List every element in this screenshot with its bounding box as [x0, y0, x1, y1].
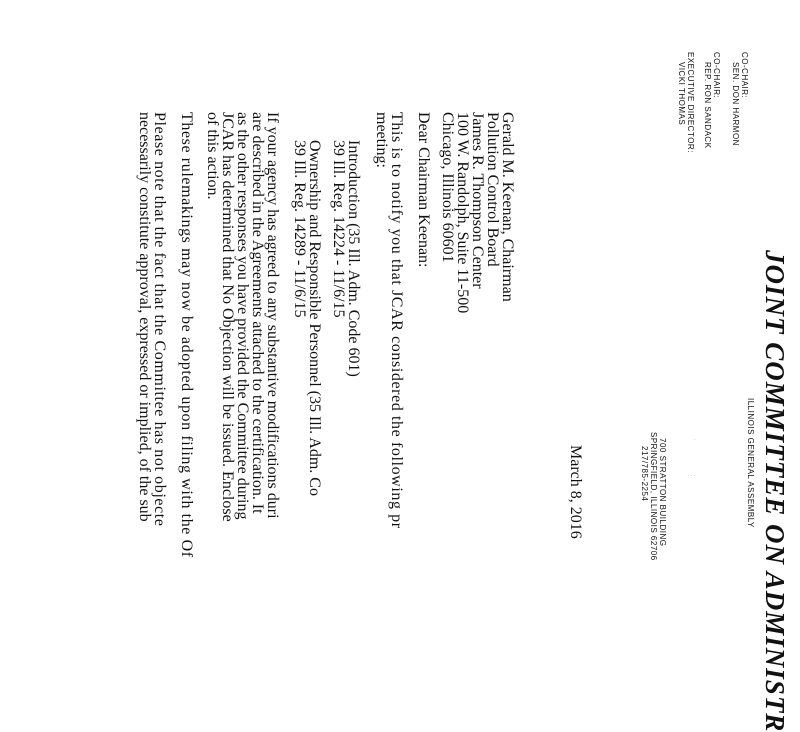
recipient-org: Pollution Control Board [484, 112, 501, 267]
address-line-1: 700 STRATTON BUILDING [658, 438, 667, 547]
paragraph-1-line: are described in the Agreements attached to the certification. It [249, 112, 266, 514]
committee-title: JOINT COMMITTEE ON ADMINISTR [760, 250, 790, 732]
paragraph-3-line: Please note that the fact that the Committee has not objecte [151, 112, 168, 527]
director-label: EXECUTIVE DIRECTOR: [686, 52, 695, 153]
assembly-name: ILLINOIS GENERAL ASSEMBLY [746, 398, 755, 528]
cochair2-label: CO-CHAIR: [712, 52, 721, 99]
recipient-name: Gerald M. Keenan, Chairman [499, 112, 516, 302]
cochair-label: CO-CHAIR: [740, 52, 749, 99]
rulemaking-title: Introduction (35 Ill. Adm. Code 601) [345, 140, 362, 377]
scan-artifact: . [694, 436, 696, 442]
paragraph-1-line: JCAR has determined that No Objection will be issued. Enclose [219, 112, 236, 522]
scan-artifact: . . . [688, 472, 696, 478]
cochair2-name: REP. RON SANDACK [703, 62, 712, 149]
paragraph-1-line: as the other responses you have provided the Committee during [234, 112, 251, 520]
recipient-street: 100 W. Randolph, Suite 11-500 [454, 112, 471, 314]
salutation: Dear Chairman Keenan: [415, 112, 432, 268]
intro-line-2: meeting: [373, 112, 390, 168]
address-line-2: SPRINGFIELD, ILLINOIS 62706 [649, 432, 658, 561]
rulemaking-citation: 39 Ill. Reg. 14289 - 11/6/15 [291, 140, 308, 318]
recipient-city: Chicago, Illinois 60601 [439, 112, 456, 263]
recipient-building: James R. Thompson Center [469, 112, 486, 289]
rulemaking-citation: 39 Ill. Reg. 14224 - 11/6/15 [330, 140, 347, 318]
paragraph-3-line: necessarily constitute approval, expressed or implied, of the sub [136, 112, 153, 522]
paragraph-1-line: of this action. [204, 112, 221, 200]
director-name: VICKI THOMAS [677, 62, 686, 126]
rulemaking-title: Ownership and Responsible Personnel (35 Ill. Adm. Co [306, 140, 323, 496]
cochair-name: SEN. DON HARMON [731, 62, 740, 146]
address-line-3: 217/785-2254 [640, 446, 649, 502]
paragraph-2-line: These rulemakings may now be adopted upon filing with the Of [178, 112, 195, 558]
intro-line-1: This is to notify you that JCAR considered the following pr [388, 112, 405, 529]
paragraph-1-line: If your agency has agreed to any substantive modifications duri [264, 112, 281, 519]
letter-date: March 8, 2016 [567, 445, 584, 539]
